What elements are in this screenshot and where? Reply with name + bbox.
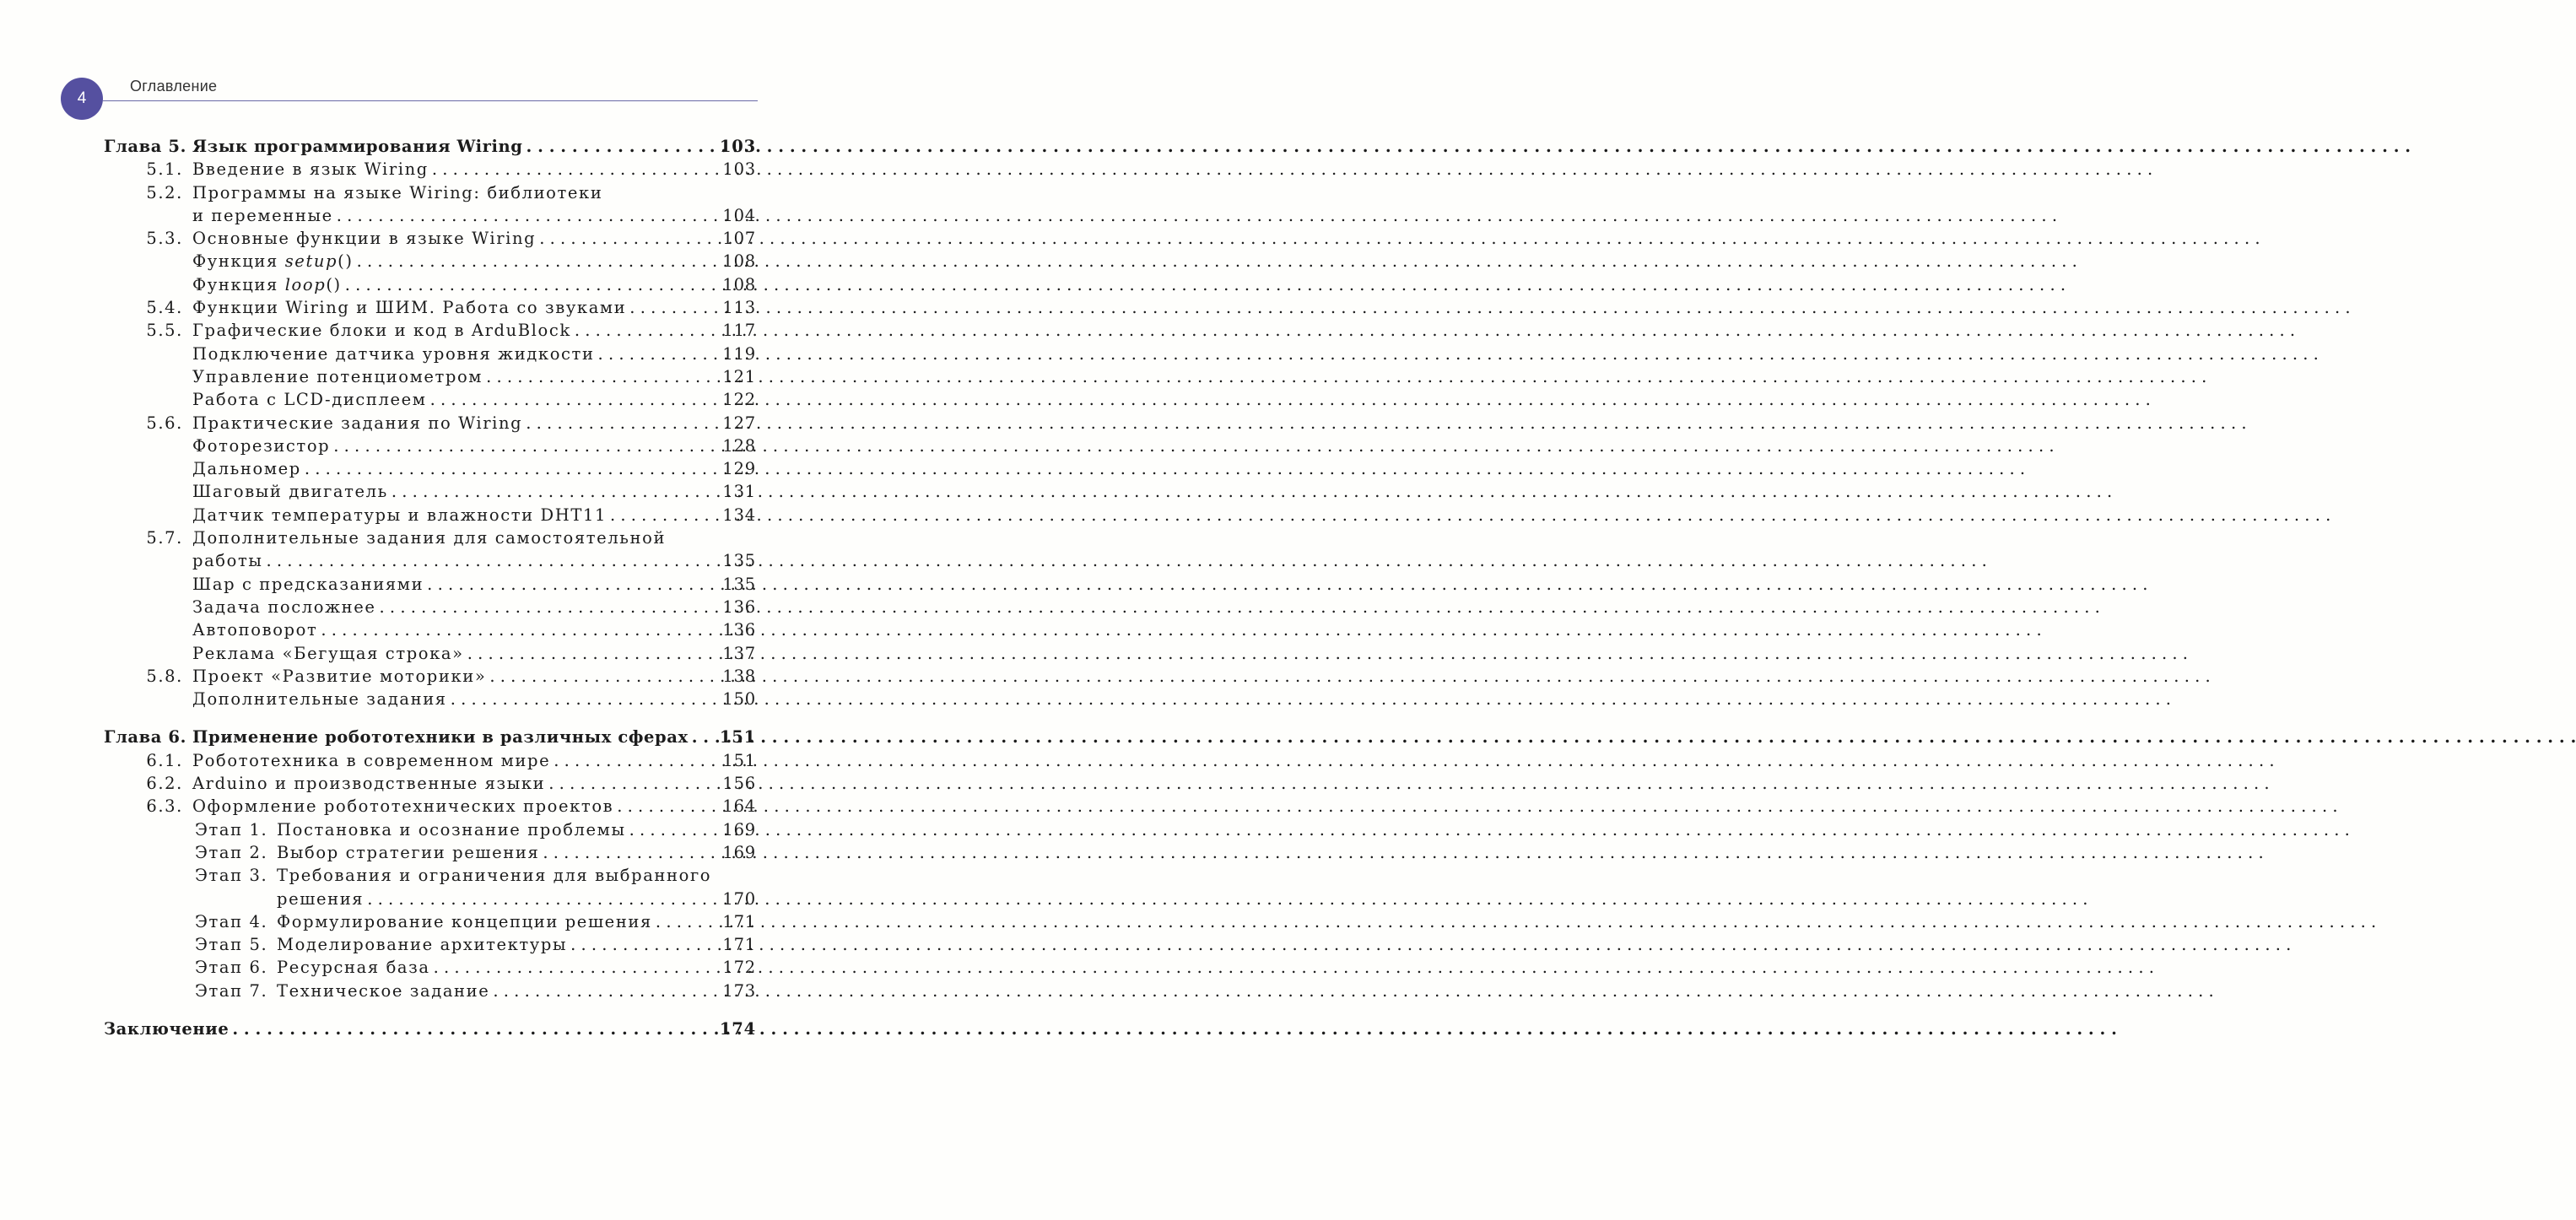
leader-dots [543, 841, 714, 864]
page-ref: 172 [722, 958, 756, 978]
section-number: 6.3. [146, 796, 183, 817]
toc-subitem[interactable] [104, 618, 756, 641]
conclusion-title: Заключение [104, 1018, 230, 1039]
page-ref: 104 [722, 205, 756, 225]
section-number: 5.3. [146, 229, 183, 249]
toc-chapter-6[interactable] [104, 726, 756, 748]
subitem-title: Шаговый двигатель [192, 482, 388, 502]
stage-number: Этап 2. [195, 842, 268, 862]
stage-title: Постановка и осознание проблемы [277, 819, 626, 839]
toc-subitem[interactable] [104, 435, 756, 457]
leader-dots [526, 412, 714, 435]
section-title-line-2: работы [192, 551, 263, 571]
toc-section-5-7[interactable] [104, 526, 756, 549]
toc-subitem[interactable] [104, 273, 756, 296]
section-title: Введение в язык Wiring [192, 159, 429, 180]
leader-dots [333, 435, 714, 457]
leader-dots [656, 910, 714, 933]
table-of-contents [104, 135, 756, 1040]
stage-title-line-2: решения [277, 888, 365, 909]
page-ref: 108 [722, 251, 756, 272]
toc-subitem[interactable] [104, 250, 756, 273]
subitem-title: Реклама «Бегущая строка» [192, 643, 464, 663]
toc-subitem[interactable] [104, 642, 756, 665]
subitem-title: Управление потенциометром [192, 366, 483, 386]
toc-subitem[interactable] [104, 596, 756, 618]
page-ref: 138 [722, 666, 756, 686]
toc-section-6-3[interactable] [104, 795, 756, 818]
leader-dots [321, 618, 714, 641]
page-ref: 156 [722, 774, 756, 794]
leader-dots [493, 980, 714, 1002]
function-parens: () [338, 251, 354, 272]
page-ref: 135 [722, 551, 756, 571]
page-ref: 151 [722, 750, 756, 770]
subitem-title: Шар с предсказаниями [192, 574, 424, 594]
leader-dots [434, 956, 714, 979]
stage-title: Техническое задание [277, 980, 490, 1001]
leader-dots [427, 573, 714, 596]
leader-dots [267, 549, 715, 572]
toc-section-5-4[interactable] [104, 296, 756, 319]
leader-dots [432, 158, 714, 181]
leader-dots [489, 665, 714, 688]
page-ref: 127 [722, 413, 756, 433]
page-header [61, 78, 758, 120]
toc-subitem[interactable] [104, 388, 756, 411]
page-ref: 137 [722, 643, 756, 663]
section-title: Arduino и производственные языки [192, 774, 546, 794]
toc-section-5-2-cont[interactable] [104, 204, 756, 227]
toc-stage[interactable] [104, 818, 756, 841]
stage-title: Формулирование концепции решения [277, 911, 652, 931]
toc-section-6-1[interactable] [104, 749, 756, 772]
page-ref: 121 [722, 366, 756, 386]
leader-dots [430, 388, 714, 411]
subitem-title: Автоповорот [192, 620, 318, 640]
toc-subitem[interactable] [104, 480, 756, 503]
toc-section-5-3[interactable] [104, 227, 756, 250]
leader-dots [570, 933, 714, 956]
page-ref: 150 [722, 689, 756, 710]
leader-dots [232, 1018, 714, 1040]
page-ref: 151 [719, 727, 756, 748]
section-number: 5.1. [146, 159, 183, 180]
subitem-prefix: Функция [192, 274, 278, 294]
leader-dots [617, 795, 714, 818]
page-ref: 171 [722, 911, 756, 931]
leader-dots [345, 273, 714, 296]
page-ref: 173 [722, 980, 756, 1001]
leader-dots [451, 688, 714, 710]
section-title: Оформление робототехнических проектов [192, 796, 614, 817]
page-ref: 117 [722, 321, 756, 341]
page-ref: 103 [722, 159, 756, 180]
stage-title: Ресурсная база [277, 958, 430, 978]
leader-dots [380, 596, 714, 618]
toc-subitem[interactable] [104, 365, 756, 388]
leader-dots [357, 250, 714, 273]
toc-stage[interactable] [104, 933, 756, 956]
page-ref: 119 [722, 343, 756, 364]
toc-stage[interactable] [104, 841, 756, 864]
toc-section-5-6[interactable] [104, 412, 756, 435]
subitem-title: Подключение датчика уровня жидкости [192, 343, 595, 364]
leader-dots [629, 296, 714, 319]
stage-title-line-1: Требования и ограничения для выбранного [277, 866, 712, 886]
page-ref: 164 [722, 796, 756, 817]
toc-section-5-7-cont[interactable] [104, 549, 756, 572]
stage-number: Этап 6. [195, 958, 268, 978]
toc-subitem[interactable] [104, 573, 756, 596]
section-number: 6.1. [146, 750, 183, 770]
section-title: Графические блоки и код в ArduBlock [192, 321, 571, 341]
toc-subitem[interactable] [104, 688, 756, 710]
page-ref: 134 [722, 505, 756, 525]
toc-section-5-5[interactable] [104, 319, 756, 342]
section-number: 5.5. [146, 321, 183, 341]
toc-stage[interactable] [104, 980, 756, 1002]
stage-number: Этап 4. [195, 911, 268, 931]
leader-dots [367, 888, 714, 910]
leader-dots [548, 772, 714, 795]
toc-subitem[interactable] [104, 504, 756, 526]
toc-conclusion[interactable] [104, 1018, 756, 1040]
function-name: loop [284, 274, 327, 294]
page-ref: 108 [722, 274, 756, 294]
stage-number: Этап 3. [195, 866, 268, 886]
stage-number: Этап 7. [195, 980, 268, 1001]
leader-dots [692, 726, 714, 748]
subitem-title: Задача посложнее [192, 597, 376, 617]
section-title-line-1: Программы на языке Wiring: библиотеки [192, 182, 603, 202]
section-title: Функции Wiring и ШИМ. Работа со звуками [192, 298, 627, 318]
page-number-badge: 4 [61, 78, 103, 120]
page-ref: 169 [722, 842, 756, 862]
header-rule [103, 100, 758, 101]
toc-chapter-5[interactable] [104, 135, 756, 158]
page-ref: 103 [719, 137, 756, 156]
leader-dots [629, 818, 714, 841]
toc-stage[interactable] [104, 864, 756, 887]
chapter-title: Язык программирования Wiring [192, 137, 523, 156]
function-parens: () [326, 274, 342, 294]
function-name: setup [284, 251, 338, 272]
chapter-number: Глава 6. [104, 727, 186, 748]
leader-dots [598, 343, 714, 365]
subitem-prefix: Функция [192, 251, 278, 272]
leader-dots [527, 135, 714, 158]
toc-section-5-8[interactable] [104, 665, 756, 688]
toc-section-5-1[interactable] [104, 158, 756, 181]
section-number: 6.2. [146, 774, 183, 794]
section-number: 5.7. [146, 528, 183, 548]
page-ref: 135 [722, 574, 756, 594]
page-ref: 174 [719, 1018, 756, 1039]
page-ref: 136 [722, 620, 756, 640]
leader-dots [392, 480, 714, 503]
section-title: Проект «Развитие моторики» [192, 666, 487, 686]
toc-stage[interactable] [104, 910, 756, 933]
page-ref: 122 [722, 390, 756, 410]
leader-dots [486, 365, 714, 388]
subitem-title: Датчик температуры и влажности DHT11 [192, 505, 607, 525]
leader-dots [554, 749, 714, 772]
page-ref: 169 [722, 819, 756, 839]
leader-dots [467, 642, 714, 665]
chapter-number: Глава 5. [104, 137, 186, 156]
page-ref: 128 [722, 435, 756, 456]
page-ref: 131 [722, 482, 756, 502]
section-title-line-1: Дополнительные задания для самостоятельной [192, 528, 667, 548]
section-number: 5.2. [146, 182, 183, 202]
subitem-title: Дальномер [192, 459, 301, 479]
stage-title: Моделирование архитектуры [277, 935, 568, 955]
section-title-line-2: и переменные [192, 205, 333, 225]
toc-section-5-2[interactable] [104, 181, 756, 204]
stage-number: Этап 1. [195, 819, 268, 839]
toc-section-6-2[interactable] [104, 772, 756, 795]
toc-stage-cont[interactable] [104, 888, 756, 910]
subitem-title: Работа с LCD-дисплеем [192, 390, 427, 410]
toc-stage[interactable] [104, 956, 756, 979]
section-number: 5.4. [146, 298, 183, 318]
leader-dots [539, 227, 714, 250]
subitem-title: Дополнительные задания [192, 689, 447, 710]
page-ref: 113 [722, 298, 756, 318]
section-title: Основные функции в языке Wiring [192, 229, 537, 249]
page-ref: 129 [722, 459, 756, 479]
subitem-title: Фоторезистор [192, 435, 331, 456]
leader-dots [305, 457, 714, 480]
section-title: Практические задания по Wiring [192, 413, 523, 433]
toc-subitem[interactable] [104, 457, 756, 480]
page-ref: 171 [722, 935, 756, 955]
stage-number: Этап 5. [195, 935, 268, 955]
page-ref: 136 [722, 597, 756, 617]
leader-dots [575, 319, 714, 342]
running-header-title: Оглавление [130, 78, 218, 94]
page-ref: 107 [722, 229, 756, 249]
page-ref: 170 [722, 888, 756, 909]
chapter-title: Применение робототехники в различных сферах [192, 727, 689, 748]
leader-dots [337, 204, 714, 227]
leader-dots [610, 504, 714, 526]
section-number: 5.8. [146, 666, 183, 686]
section-number: 5.6. [146, 413, 183, 433]
section-title: Робототехника в современном мире [192, 750, 551, 770]
toc-subitem[interactable] [104, 343, 756, 365]
stage-title: Выбор стратегии решения [277, 842, 540, 862]
